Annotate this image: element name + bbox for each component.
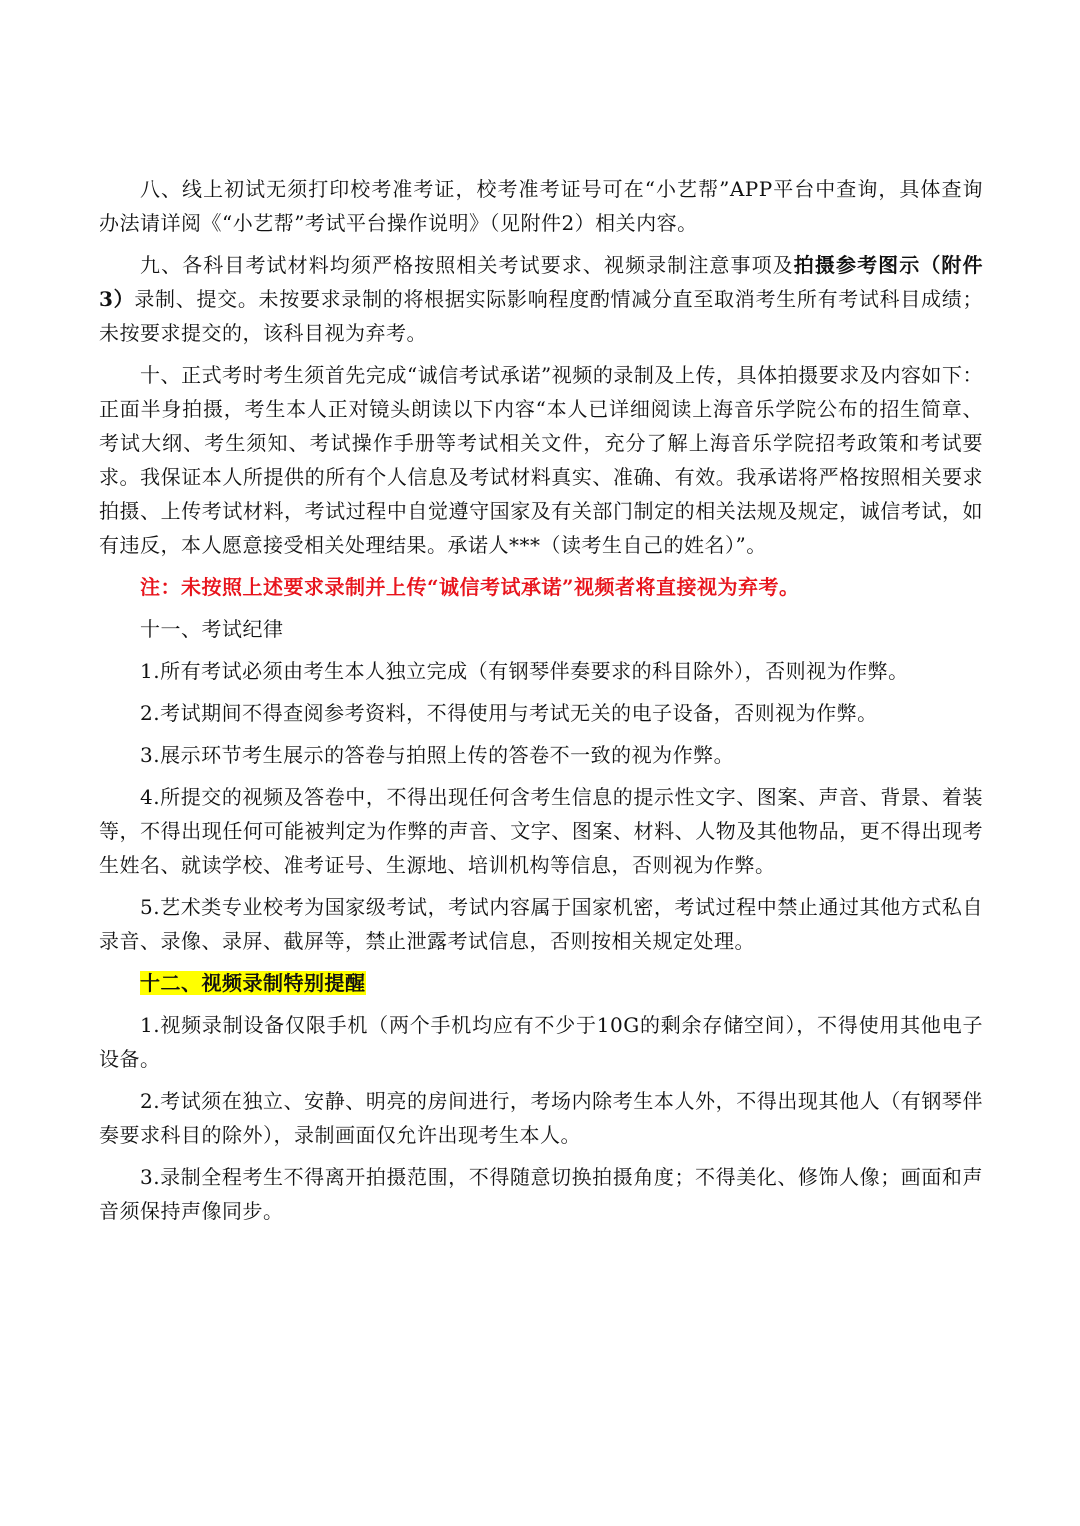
rule-1: [99, 654, 983, 688]
rule-5: [99, 890, 983, 958]
rule-3: [99, 738, 983, 772]
rule-5-text: 5.艺术类专业校考为国家级考试，考试内容属于国家机密，考试过程中禁止通过其他方式私自录音、录像、录屏、截屏等，禁止泄露考试信息，否则按相关规定处理。: [99, 895, 983, 953]
paragraph-9-text-c: 录制、提交。未按要求录制的将根据实际影响程度酌情减分直至取消考生所有考试科目成绩；未按要求提交的，该科目视为弃考。: [99, 287, 983, 345]
video-rule-1: [99, 1008, 983, 1076]
rule-3-text: 3.展示环节考生展示的答卷与拍照上传的答卷不一致的视为作弊。: [140, 743, 735, 767]
heading-12-highlighted-text: 十二、视频录制特别提醒: [140, 971, 366, 995]
video-rule-2: [99, 1084, 983, 1152]
paragraph-9: [99, 248, 983, 350]
heading-11: [99, 612, 983, 646]
video-rule-1-text: 1.视频录制设备仅限手机（两个手机均应有不少于10G的剩余存储空间），不得使用其他电子设备。: [99, 1013, 983, 1071]
video-rule-3: [99, 1160, 983, 1228]
rule-4: [99, 780, 983, 882]
video-rule-2-text: 2.考试须在独立、安静、明亮的房间进行，考场内除考生本人外，不得出现其他人（有钢琴伴奏要求科目的除外），录制画面仅允许出现考生本人。: [99, 1089, 983, 1147]
rule-4-text: 4.所提交的视频及答卷中，不得出现任何含考生信息的提示性文字、图案、声音、背景、着装等，不得出现任何可能被判定为作弊的声音、文字、图案、材料、人物及其他物品，更不得出现考生姓名、就读学校、准考证号、生源地、培训机构等信息，否则视为作弊。: [99, 785, 983, 877]
paragraph-8: [99, 172, 983, 240]
red-note: [99, 570, 983, 604]
rule-2-text: 2.考试期间不得查阅参考资料，不得使用与考试无关的电子设备，否则视为作弊。: [140, 701, 878, 725]
paragraph-10: [99, 358, 983, 562]
paragraph-9-text-a: 九、各科目考试材料均须严格按照相关考试要求、视频录制注意事项及: [140, 253, 794, 277]
video-rule-3-text: 3.录制全程考生不得离开拍摄范围，不得随意切换拍摄角度；不得美化、修饰人像；画面和声音须保持声像同步。: [99, 1165, 983, 1223]
rule-1-text: 1.所有考试必须由考生本人独立完成（有钢琴伴奏要求的科目除外），否则视为作弊。: [140, 659, 909, 683]
red-note-text: 注：未按照上述要求录制并上传“诚信考试承诺”视频者将直接视为弃考。: [140, 575, 800, 599]
paragraph-9-bold-reference: 拍摄参考图示（附件3）: [99, 253, 984, 311]
paragraph-8-text: 八、线上初试无须打印校考准考证，校考准考证号可在“小艺帮”APP平台中查询，具体查询办法请详阅《“小艺帮”考试平台操作说明》（见附件2）相关内容。: [99, 177, 983, 235]
paragraph-10-text: 十、正式考时考生须首先完成“诚信考试承诺”视频的录制及上传，具体拍摄要求及内容如下：正面半身拍摄，考生本人正对镜头朗读以下内容“本人已详细阅读上海音乐学院公布的招生简章、考试大纲、考生须知、考试操作手册等考试相关文件，充分了解上海音乐学院招考政策和考试要求。我保证本人所提供的所有个人信息及考试材料真实、准确、有效。我承诺将严格按照相关要求拍摄、上传考试材料，考试过程中自觉遵守国家及有关部门制定的相关法规及规定，诚信考试，如有违反，本人愿意接受相关处理结果。承诺人***（读考生自己的姓名）”。: [99, 363, 983, 557]
heading-12: [99, 966, 983, 1000]
document-page: [99, 172, 983, 1236]
rule-2: [99, 696, 983, 730]
heading-11-text: 十一、考试纪律: [140, 617, 284, 641]
